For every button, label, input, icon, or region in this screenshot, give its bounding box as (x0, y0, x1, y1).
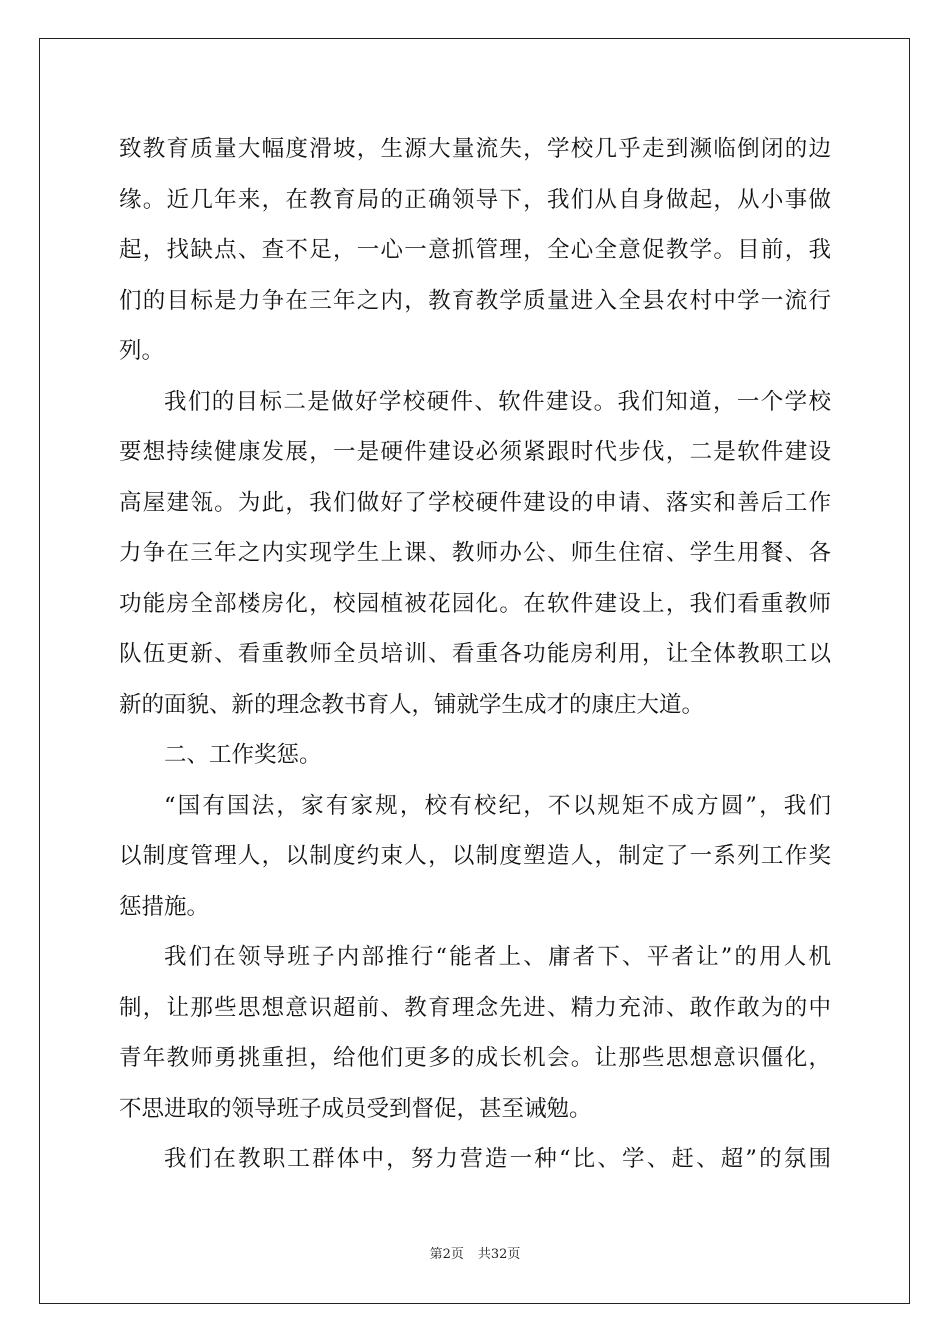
text-line: 我们在领导班子内部推行“能者上、庸者下、平者让”的用人机 (164, 944, 831, 970)
text-line: 二、工作奖惩。 (164, 742, 322, 768)
text-line: 功能房全部楼房化，校园植被花园化。在软件建设上，我们看重教师 (119, 590, 831, 617)
page-footer (0, 1243, 950, 1262)
text-line: 不思进取的领导班子成员受到督促，甚至诫勉。 (119, 1095, 592, 1122)
text-line: 起，找缺点、查不足，一心一意抓管理，全心全意促教学。目前，我 (119, 237, 831, 263)
total-pages-label: 共32页 (477, 1247, 521, 1262)
text-line: 我们在教职工群体中，努力营造一种“比、学、赶、超”的氛围 (164, 1146, 831, 1172)
text-line: 以制度管理人，以制度约束人，以制度塑造人，制定了一系列工作奖 (119, 843, 831, 869)
document-body (119, 124, 831, 1185)
text-line: 高屋建瓴。为此，我们做好了学校硬件建设的申请、落实和善后工作 (119, 489, 831, 516)
text-line: 们的目标是力争在三年之内，教育教学质量进入全县农村中学一流行 (119, 287, 831, 314)
text-line: 致教育质量大幅度滑坡，生源大量流失，学校几乎走到濒临倒闭的边 (119, 136, 831, 162)
text-line: 新的面貌、新的理念教书育人，铺就学生成才的康庄大道。 (119, 691, 705, 718)
text-line: 队伍更新、看重教师全员培训、看重各功能房利用，让全体教职工以 (119, 641, 831, 667)
text-line: 惩措施。 (119, 893, 210, 920)
text-line: 青年教师勇挑重担，给他们更多的成长机会。让那些思想意识僵化， (119, 1045, 831, 1071)
text-line: 制，让那些思想意识超前、教育理念先进、精力充沛、敢作敢为的中 (119, 994, 831, 1021)
text-line: 我们的目标二是做好学校硬件、软件建设。我们知道，一个学校 (164, 388, 831, 415)
current-page-label: 第2页 (429, 1247, 464, 1262)
text-line: 缘。近几年来，在教育局的正确领导下，我们从自身做起，从小事做 (119, 186, 831, 213)
text-line: 列。 (119, 338, 165, 364)
text-line: 要想持续健康发展，一是硬件建设必须紧跟时代步伐，二是软件建设 (119, 439, 831, 465)
text-line: 力争在三年之内实现学生上课、教师办公、师生住宿、学生用餐、各 (119, 540, 831, 566)
text-line: “国有国法，家有家规，校有校纪，不以规矩不成方圆”，我们 (164, 792, 831, 819)
